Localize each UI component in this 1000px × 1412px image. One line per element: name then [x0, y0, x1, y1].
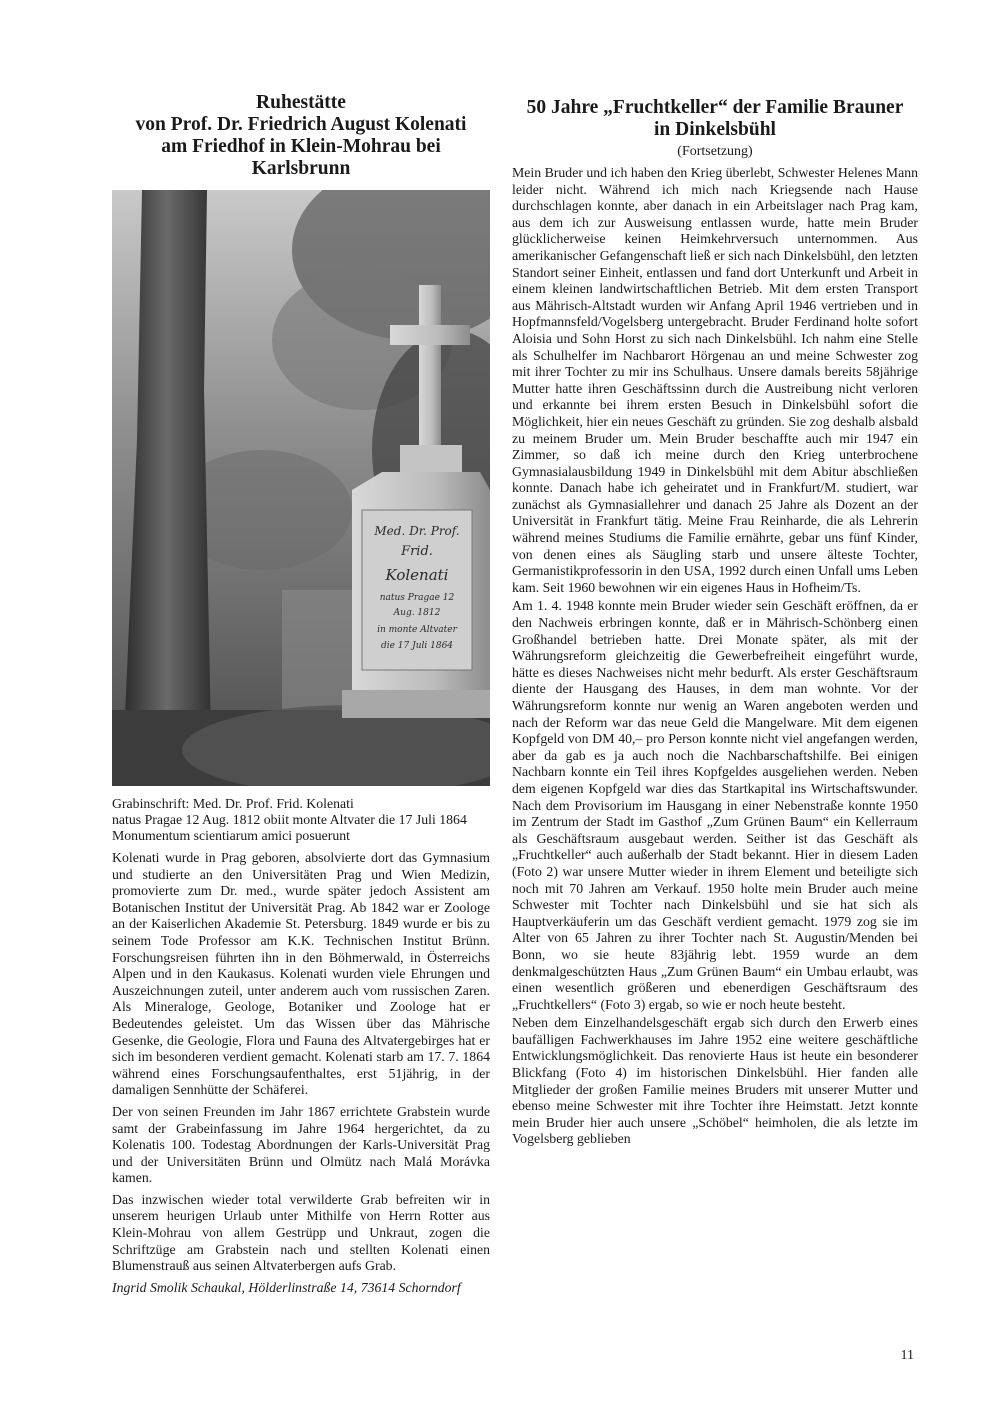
caption-line: natus Pragae 12 Aug. 1812 obiit monte Altvater die 17 Juli 1864 [112, 812, 467, 827]
right-paragraph: Neben dem Einzelhandelsgeschäft ergab sich durch den Erwerb eines baufälligen Fachwerkhauses im Jahre 1952 eine weitere geschäftliche Entwicklungsmöglichkeit. Das renovierte Haus ist heute ein besonderer Blickfang (Foto 4) im historischen Dinkelsbühl. Hier fanden alle Mitglieder der großen Familie meines Bruders mit unserer Mutter und ebenso meine Schwester mit ihre Tochter ihre Heimstatt. Jetzt konnte mein Bruder hier auch unsere „Schöbel“ heimholen, die als letzte im Vogelsberg geblieben [512, 1015, 918, 1147]
article-subtitle: (Fortsetzung) [677, 144, 753, 159]
left-paragraph: Das inzwischen wieder total verwilderte Grab befreiten wir in unserem heurigen Urlaub unter Mithilfe von Herrn Rotter aus Klein-Mohrau von allem Gestrüpp und Unkraut, zogen die Schriftzüge am Grabstein nach und stellten Kolenati einen Blumenstrauß aus seinen Altvaterbergen aufs Grab. [112, 1191, 490, 1274]
photo-caption [112, 796, 490, 844]
caption-line: Grabinschrift: Med. Dr. Prof. Frid. Kolenati [112, 796, 354, 811]
left-paragraph: Der von seinen Freunden im Jahr 1867 errichtete Grabstein wurde samt der Grabeinfassung im Jahre 1964 hergerichtet, da zu Kolenatis 100. Todestag Abordnungen der Karls-Universität Prag und der Universitäten Brünn und Olmütz nach Malá Morávka kamen. [112, 1103, 490, 1186]
inscription-line: Med. Dr. Prof. [374, 524, 460, 538]
inscription-line: Frid. [401, 544, 433, 559]
left-title-line: Ruhestätte [256, 92, 346, 113]
left-title-line: von Prof. Dr. Friedrich August Kolenati [135, 114, 467, 135]
right-article [512, 97, 918, 1153]
right-title-line: in Dinkelsbühl [654, 119, 776, 140]
left-article-title [112, 92, 490, 180]
inscription-line: natus Pragae 12 [379, 593, 455, 603]
right-title-line: 50 Jahre „Fruchtkeller“ der Familie Brauner [526, 97, 904, 118]
right-article-title [512, 97, 918, 141]
inscription-line: Kolenati [385, 566, 449, 584]
author-signature: Ingrid Smolik Schaukal, Hölderlinstraße 14, 73614 Schorndorf [112, 1279, 461, 1295]
right-paragraph: Mein Bruder und ich haben den Krieg überlebt, Schwester Helenes Mann leider nicht. Während ich mich nach Kriegsende nach Hause durchschlagen konnte, aber danach in ein Arbeitslager nach Prag kam, aus dem ich zur Ausweisung entlassen wurde, hatte mein Bruder glücklicherweise keinen Heimkehrversuch unternommen. Aus amerikanischer Gefangenschaft ließ er sich nach Dinkelsbühl, den letzten Standort seiner Einheit, entlassen und fand dort Unterkunft und Arbeit in einem kleinen landwirtschaftlichen Betrieb. Mit dem ersten Transport aus Mährisch-Altstadt wurden wir Anfang April 1946 vertrieben und in Hopfmannsfeld/Vogelsberg untergebracht. Bruder Ferdinand holte sofort Aloisia und Sohn Horst zu sich nach Dinkelsbühl. Ich nahm eine Stelle als Schulhelfer im Nachbarort Hörgenau an und meine Schwester zog mit ihrer Tochter zu mir ins Schulhaus. Unsere damals bereits 58jährige Mutter hatte ihren Geschäftssinn durch die Austreibung nicht verloren und erkannte bei ihrem ersten Besuch in Dinkelsbühl sofort die Möglichkeit, hier ein neues Geschäft zu gründen. Sie zog deshalb alsbald zu meinem Bruder um. Mein Bruder beschaffte auch mir 1947 ein Zimmer, so daß ich meine durch den Krieg unterbrochene Gymnasialausbildung 1949 in Dinkelsbühl mit dem Abitur abschließen konnte. Danach habe ich geheiratet und in Frankfurt/M. studiert, war zunächst als Gymnasiallehrer und danach 25 Jahre als Dozent an der Universität in Frankfurt tätig. Meine Frau Reinharde, die als Lehrerin während meines Studiums die Familie ernährte, gebar uns fünf Kinder, von denen eines als Säugling starb und unsere älteste Tochter, Germanistikprofessorin in den USA, 1992 durch einen Unfall ums Leben kam. Seit 1960 bewohnen wir ein eigenes Haus in Hofheim/Ts. [512, 165, 918, 595]
right-paragraph: Am 1. 4. 1948 konnte mein Bruder wieder sein Geschäft eröffnen, da er den Nachweis erbringen konnte, daß er in Mährisch-Schönberg einen Großhandel betrieben hatte. Drei Monate später, als mit der Währungsreform gleichzeitig die Gewerbefreiheit eingeführt wurde, hätte es dieses Nachweises nicht mehr bedurft. Als erster Geschäftsraum diente der Hausgang des Hauses, in dem man wohnte. Vor der Währungsreform konnte nur wenig an Waren angeboten werden und nach der Reform war das neue Geld die Mangelware. Mit dem eigenen Kopfgeld von DM 40,– pro Person konnte nicht viel angefangen werden, aber da gab es ja auch noch die Nachbarschaftshilfe. Bei einigen Nachbarn konnte ein Teil ihres Kopfgeldes ausgeliehen werden. Neben dem eigenen Kopfgeld war dies das Startkapital ins Wirtschaftswunder. Nach dem Provisorium im Hausgang in einer Nebenstraße konnte 1950 im Zentrum der Stadt im Gasthof „Zum Grünen Baum“ ein Kellerraum als Geschäftsraum ausgebaut werden. Seither ist das Geschäft als „Fruchtkeller“ auch außerhalb der Stadt bekannt. Hier in diesem Laden (Foto 2) war unsere Mutter wieder in ihrem Element und beteiligte sich noch mit 70 Jahren am Verkauf. 1950 holte mein Bruder auch meine Schwester mit Tochter nach Dinkelsbühl und sie hat sich als Hauptverkäuferin um das Geschäft verdient gemacht. 1979 zog sie im Alter von 65 Jahren zu ihrer Tochter nach St. Augustin/Menden bei Bonn, wo sie heute 83jährig lebt. 1959 wurde an dem denkmalgeschützten Haus „Zum Grünen Baum“ ein Umbau erlaubt, was einen wesentlich größeren und ebenerdigen Geschäftsraum des „Fruchtkellers“ (Foto 3) ergab, so wie er noch heute besteht. [512, 598, 918, 1012]
grave-photo-image [112, 190, 490, 786]
inscription-line: die 17 Juli 1864 [380, 641, 454, 651]
caption-line: Monumentum scientiarum amici posuerunt [112, 828, 350, 843]
inscription-line: Aug. 1812 [393, 608, 441, 618]
page-number: 11 [900, 1348, 914, 1363]
left-article [112, 92, 490, 1301]
left-title-line: am Friedhof in Klein-Mohrau bei Karlsbrunn [161, 136, 441, 179]
grave-photo [112, 190, 490, 786]
inscription-line: in monte Altvater [377, 625, 457, 635]
left-paragraph: Kolenati wurde in Prag geboren, absolvierte dort das Gymnasium und studierte an den Universitäten Prag und Wien Medizin, promovierte zum Dr. med., wurde später jedoch Assistent am Botanischen Institut der Universität Prag. Ab 1842 war er Zoologe an der Kaiserlichen Akademie St. Petersburg. 1849 wurde er bis zu seinem Tode Professor am K.K. Technischen Institut Brünn. Forschungsreisen führten ihn in den Böhmerwald, in Österreichs Alpen und in den Kaukasus. Kolenati wurden viele Ehrungen und Auszeichnungen zuteil, unter anderem auch vom russischen Zaren. Als Mineraloge, Geologe, Botaniker und Zoologe hat er Bedeutendes geleistet. Um das Wissen über das Mährische Gesenke, die Geologie, Flora und Fauna des Altvatergebirges hat er sich im besonderen verdient gemacht. Kolenati starb am 17. 7. 1864 während eines Forschungsaufenthaltes, erst 51jährig, in der damaligen Sennhütte der Schäferei. [112, 850, 490, 1098]
